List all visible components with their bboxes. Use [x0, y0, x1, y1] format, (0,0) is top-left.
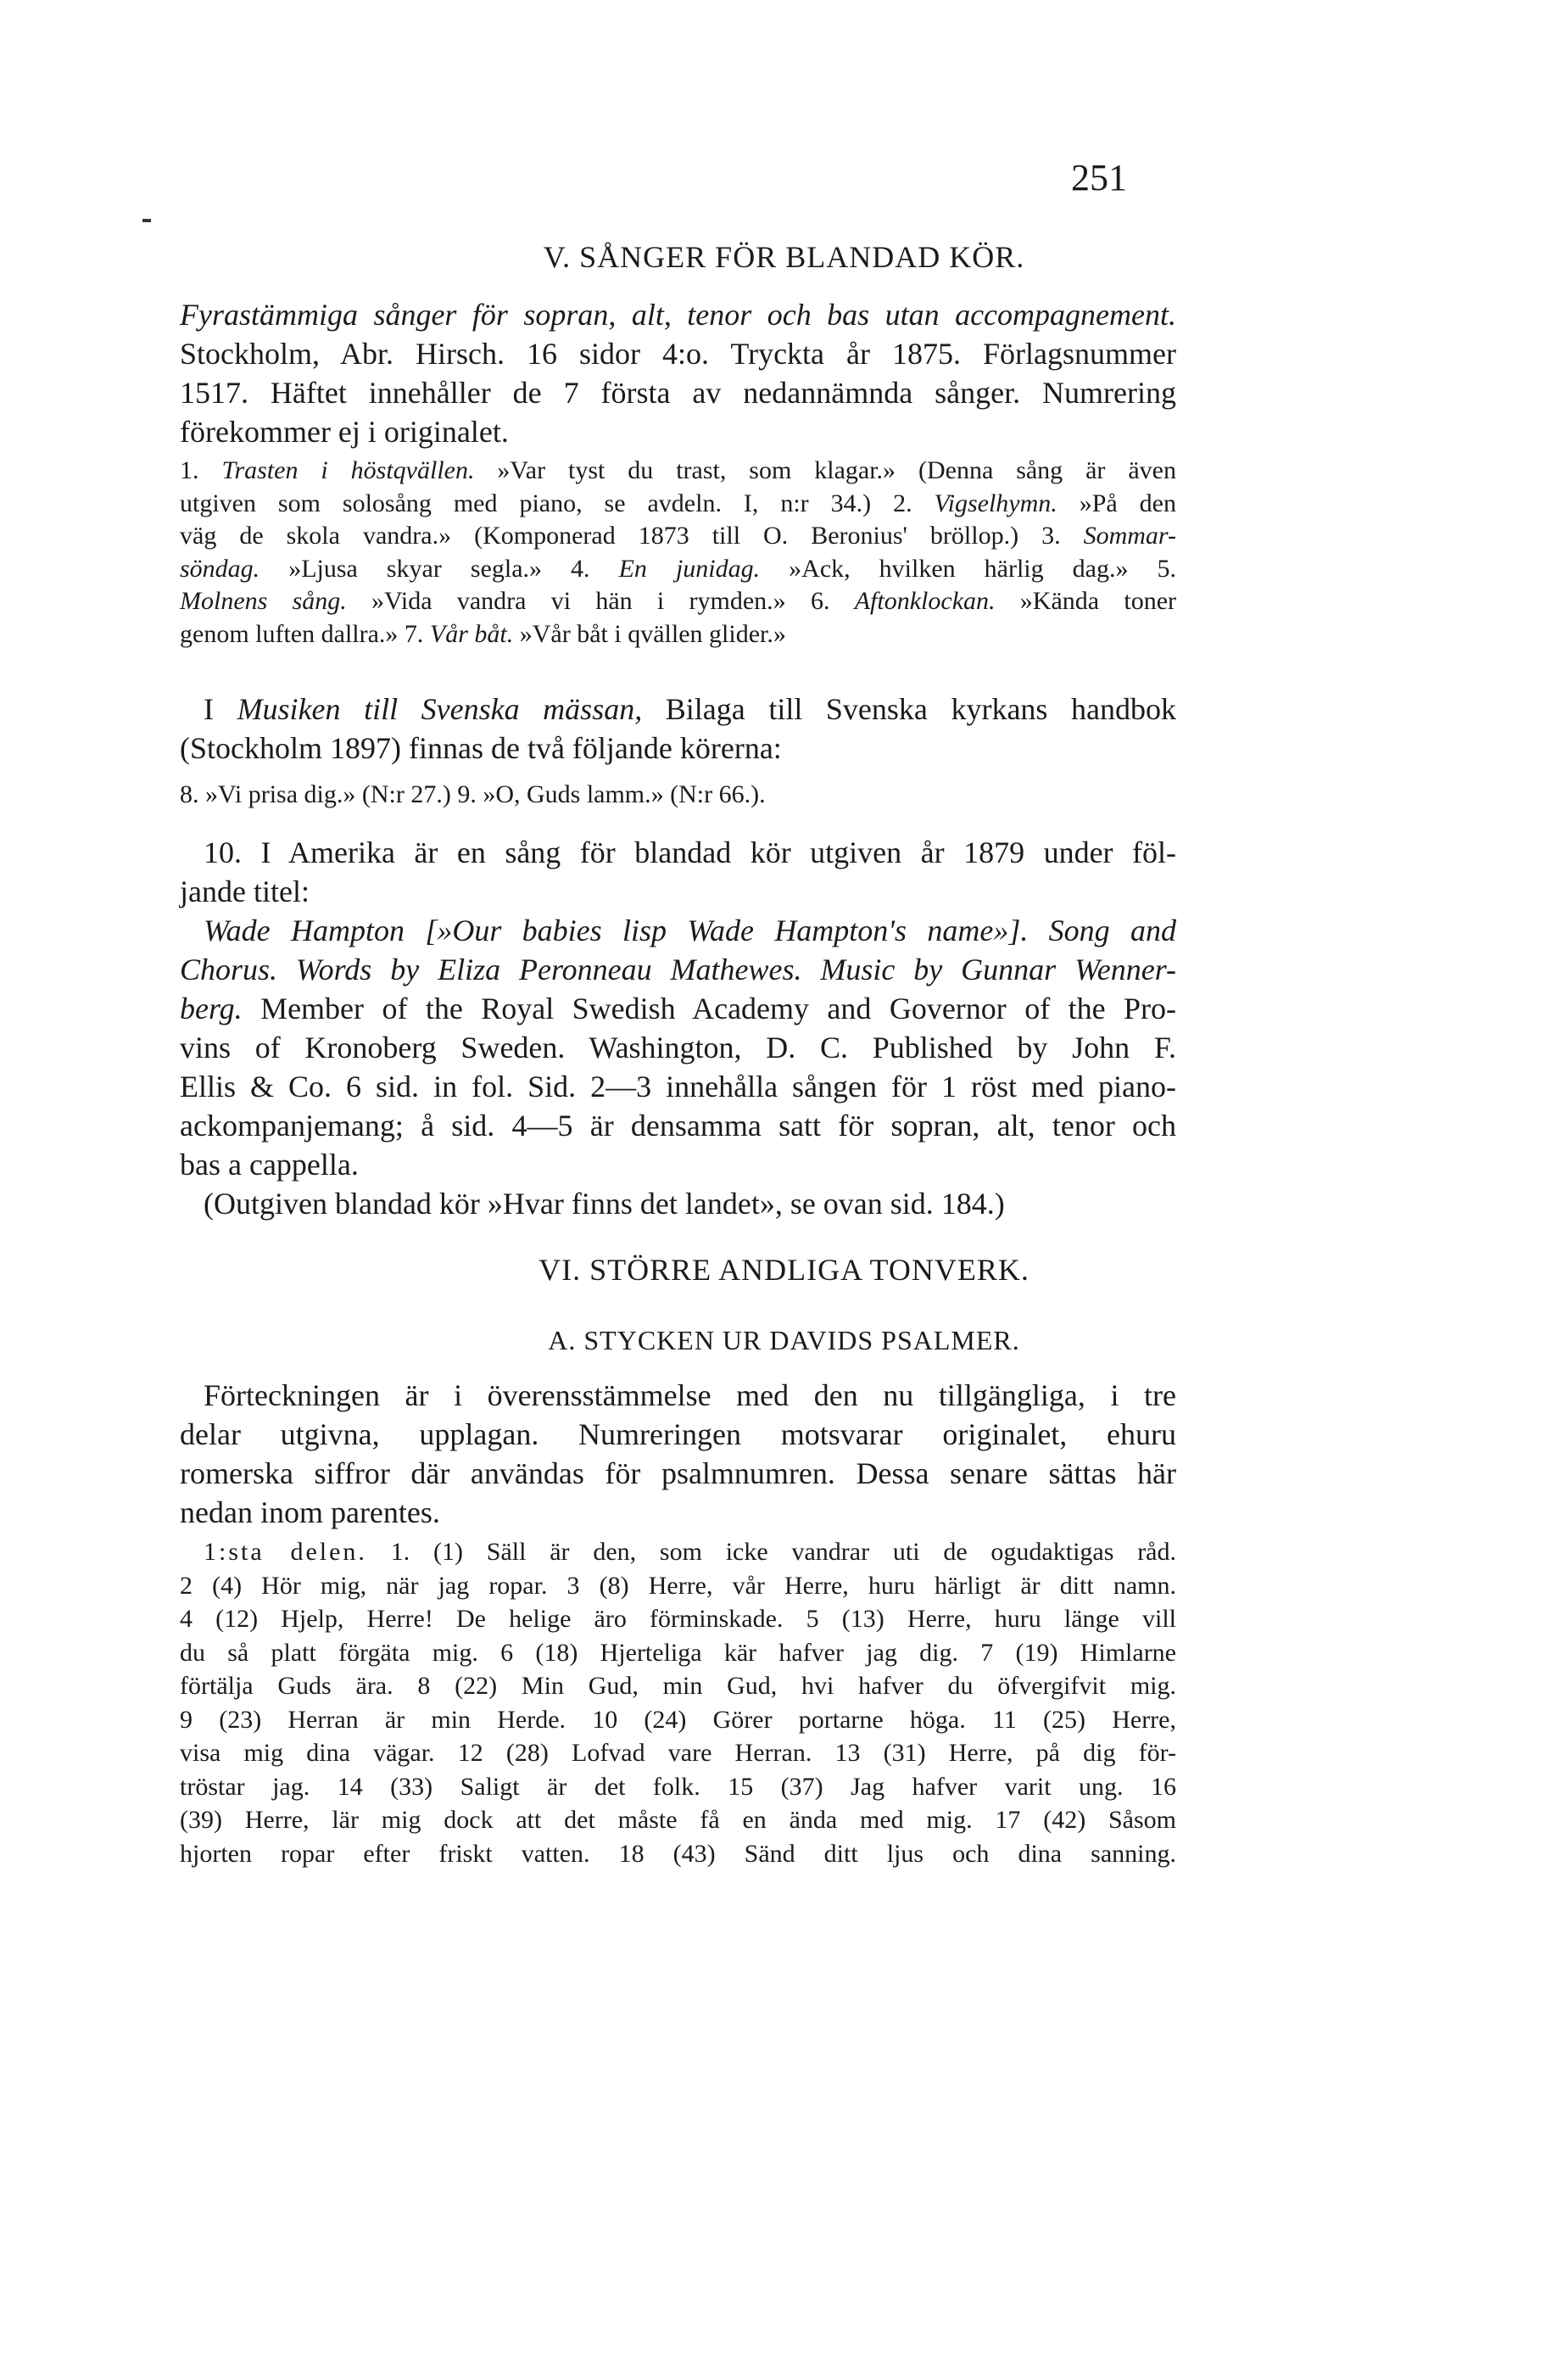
song-title: En junidag. — [618, 554, 761, 583]
song-title: söndag. — [180, 554, 260, 583]
psalm-line: 9 (23) Herran är min Herde. 10 (24) Görer portarne höga. 11 (25) Herre, — [180, 1705, 1176, 1734]
song-title: Vigselhymn. — [934, 489, 1057, 517]
song-title: Molnens sång. — [180, 587, 347, 615]
section-vi-subheading: A. STYCKEN UR DAVIDS PSALMER. — [548, 1325, 1020, 1355]
psalm-line: förtälja Guds ära. 8 (22) Min Gud, min Gud, hvi hafver du öfvergifvit mig. — [180, 1672, 1176, 1700]
song-line: söndag. »Ljusa skyar segla.» 4. En junidag. »Ack, hvilken härlig dag.» 5. — [180, 554, 1177, 583]
amerika-line: Wade Hampton [»Our babies lisp Wade Hampton's name»]. Song and — [204, 914, 1176, 947]
intro-line: Fyrastämmiga sånger för sopran, alt, tenor och bas utan accompagnement. — [180, 298, 1176, 332]
psalm-line: 2 (4) Hör mig, när jag ropar. 3 (8) Herre, vår Herre, huru härligt är ditt namn. — [180, 1571, 1176, 1600]
print-mark — [142, 219, 151, 222]
song-line: Molnens sång. »Vida vandra vi hän i rymden.» 6. Aftonklockan. »Kända toner — [180, 587, 1177, 615]
psalm-list — [180, 1535, 1176, 1870]
publication-title: Musiken till Svenska mässan, — [237, 692, 643, 726]
song-list — [180, 455, 1176, 651]
section-vi-intro — [180, 1376, 1176, 1532]
amerika-line: jande titel: — [180, 874, 310, 908]
section-v-heading: V. SÅNGER FÖR BLANDAD KÖR. — [543, 240, 1025, 274]
psalm-line: du så platt förgäta mig. 6 (18) Hjerteliga kär hafver jag dig. 7 (19) Himlarne — [180, 1638, 1176, 1667]
intro-line: 1517. Häftet innehåller de 7 första av nedannämnda sånger. Numrering — [180, 376, 1176, 410]
volume-label: 1:sta delen. — [204, 1538, 367, 1566]
section-vi-heading: VI. STÖRRE ANDLIGA TONVERK. — [538, 1253, 1030, 1287]
musiken-paragraph — [180, 690, 1176, 768]
psalm-line: 1:sta delen. 1. (1) Säll är den, som icke vandrar uti de ogudaktigas råd. — [204, 1538, 1176, 1566]
song-title: Sommar- — [1083, 522, 1176, 550]
musiken-items-line: 8. »Vi prisa dig.» (N:r 27.) 9. »O, Guds lamm.» (N:r 66.). — [180, 780, 766, 808]
psalm-line: 4 (12) Hjelp, Herre! De helige äro förminskade. 5 (13) Herre, huru länge vill — [180, 1605, 1176, 1633]
psalm-line: visa mig dina vägar. 12 (28) Lofvad vare Herran. 13 (31) Herre, på dig för- — [180, 1739, 1176, 1767]
amerika-line: vins of Kronoberg Sweden. Washington, D. C. Published by John F. — [180, 1031, 1176, 1064]
intro-line: delar utgivna, upplagan. Numreringen motsvarar originalet, ehuru — [180, 1417, 1176, 1451]
intro-line: förekommer ej i originalet. — [180, 415, 509, 449]
intro-line: nedan inom parentes. — [180, 1495, 440, 1529]
song-title: Aftonklockan. — [854, 587, 996, 615]
amerika-line: Chorus. Words by Eliza Peronneau Mathewes. Music by Gunnar Wenner- — [180, 953, 1176, 986]
intro-line: Förteckningen är i överensstämmelse med den nu tillgängliga, i tre — [204, 1378, 1176, 1412]
song-line: utgiven som solosång med piano, se avdeln. I, n:r 34.) 2. Vigselhymn. »På den — [180, 489, 1176, 517]
outgiven-line: (Outgiven blandad kör »Hvar finns det landet», se ovan sid. 184.) — [204, 1187, 1005, 1221]
amerika-line: 10. I Amerika är en sång för blandad kör utgiven år 1879 under föl- — [204, 835, 1176, 869]
amerika-line: berg. Member of the Royal Swedish Academy and Governor of the Pro- — [180, 992, 1176, 1025]
psalm-line: hjorten ropar efter friskt vatten. 18 (43) Sänd ditt ljus och dina sanning. — [180, 1839, 1176, 1868]
section-v-intro — [180, 295, 1176, 451]
song-line: 1. Trasten i höstqvällen. »Var tyst du trast, som klagar.» (Denna sång är även — [180, 456, 1176, 484]
song-line: genom luften dallra.» 7. Vår båt. »Vår båt i qvällen glider.» — [180, 619, 786, 648]
song-title: Vår båt. — [429, 619, 514, 648]
musiken-line: (Stockholm 1897) finnas de två följande körerna: — [180, 731, 782, 765]
intro-line: romerska siffror där användas för psalmnumren. Dessa senare sättas här — [180, 1456, 1176, 1490]
song-title: Trasten i höstqvällen. — [221, 456, 475, 484]
intro-line: Stockholm, Abr. Hirsch. 16 sidor 4:o. Tryckta år 1875. Förlagsnummer — [180, 337, 1176, 371]
song-line: väg de skola vandra.» (Komponerad 1873 till O. Beronius' bröllop.) 3. Sommar- — [180, 522, 1176, 550]
amerika-line: ackompanjemang; å sid. 4—5 är densamma satt för sopran, alt, tenor och — [180, 1109, 1176, 1143]
musiken-line: I Musiken till Svenska mässan, Bilaga till Svenska kyrkans handbok — [204, 692, 1176, 726]
amerika-line: Ellis & Co. 6 sid. in fol. Sid. 2—3 innehålla sången för 1 röst med piano- — [180, 1070, 1176, 1104]
amerika-line: bas a cappella. — [180, 1148, 359, 1182]
psalm-line: tröstar jag. 14 (33) Saligt är det folk. 15 (37) Jag hafver varit ung. 16 — [180, 1772, 1176, 1801]
page-number: 251 — [1071, 157, 1127, 198]
musiken-items — [180, 779, 1176, 812]
psalm-line: (39) Herre, lär mig dock att det måste få en ända med mig. 17 (42) Såsom — [180, 1806, 1176, 1834]
amerika-paragraph — [180, 833, 1176, 1223]
